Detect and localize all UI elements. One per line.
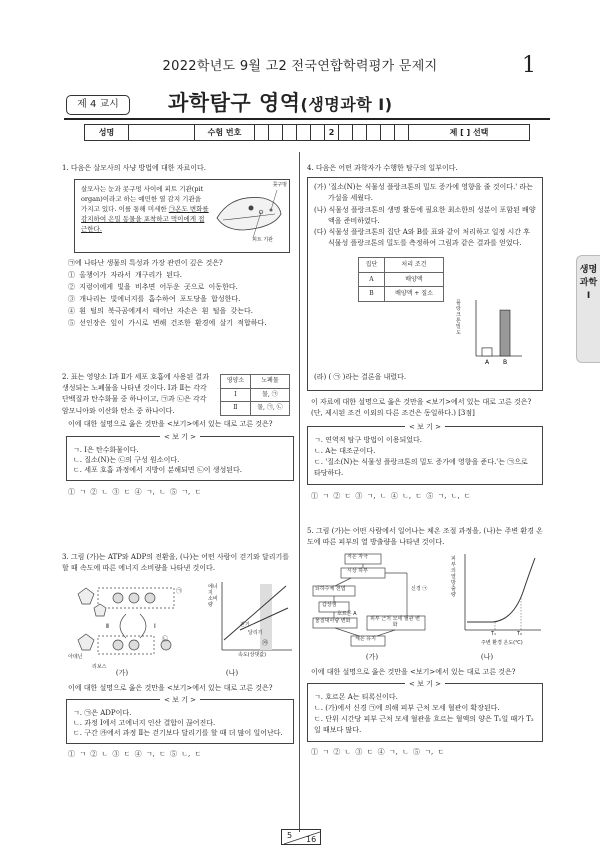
q5-tick-t1: T₁ bbox=[491, 631, 497, 638]
q3-caption-a: (가) bbox=[115, 669, 129, 678]
q2-table bbox=[220, 374, 290, 416]
q4-step: (다) 식물성 플랑크톤의 집단 A와 B를 표와 같이 처리하고 일정 시간 후 식물성 플랑크톤의 밀도를 측정하여 그림과 같은 결과를 얻었다. bbox=[314, 227, 530, 248]
q4-stem: 4. 다음은 어떤 과학자가 수행한 탐구의 일부이다. bbox=[307, 164, 458, 172]
flow-node: 뇌하수체 전엽 bbox=[315, 586, 346, 593]
q3-label-ribose: 리보스 bbox=[92, 664, 107, 671]
q5-tick-t2: T₂ bbox=[517, 631, 523, 638]
q5-bogi-box bbox=[307, 679, 543, 743]
subject-title bbox=[168, 88, 393, 118]
q1-fig-label-pit: 피트 기관 bbox=[252, 237, 273, 244]
q5-bogi-item: ㄱ. 호르몬 A는 티록신이다. bbox=[314, 692, 398, 701]
flow-node: 신경 ㉠ bbox=[411, 586, 428, 593]
q5-bogi-item: ㄷ. 단위 시간당 피부 근처 모세 혈관을 흐르는 혈액의 양은 T₁일 때가 T₂일 때보다 많다. bbox=[314, 715, 534, 735]
q4-step: (나) 식물성 플랑크톤의 생명 활동에 필요한 최소한의 성분이 포함된 배양액을 준비하였다. bbox=[314, 205, 536, 225]
q1-box-underlined: ㉠온도 변화를 감지하여 은밀 동물을 포착하고 먹이에게 접근한다. bbox=[81, 205, 209, 234]
q3-label-b: ㉡ bbox=[162, 636, 169, 644]
q5-choices[interactable]: ① ㄱ ② ㄴ ③ ㄷ ④ ㄱ, ㄴ ⑤ ㄱ, ㄷ bbox=[311, 748, 445, 757]
exam-title: 2022학년도 9월 고2 전국연합학력평가 문제지 bbox=[162, 59, 438, 74]
flow-node: 호르몬 A bbox=[337, 611, 357, 618]
q4-bogi-item: ㄷ. '질소(N)는 식물성 플랑크톤의 밀도 증가에 영향을 준다.'는 ㉠으로 타당하다. bbox=[314, 457, 528, 478]
q3-label-a: ㉠ bbox=[176, 588, 183, 596]
exam-digit-cell[interactable]: 2 bbox=[325, 125, 339, 140]
q5-stem: 5. 그림 (가)는 어떤 사람에서 일어나는 체온 조절 과정을, (나)는 주변 환경 온도에 따른 피부의 열 방출량을 나타낸 것이다. bbox=[307, 527, 543, 547]
q5-caption-b: (나) bbox=[480, 653, 494, 662]
q4-step-ra: (라) ( ㉠ )라는 결론을 내렸다. bbox=[314, 373, 407, 382]
subject-main: 과학탐구 영역 bbox=[168, 91, 301, 115]
q5-graph-ylabel: 피부의 열 방출량 bbox=[451, 556, 456, 599]
bar-a bbox=[482, 348, 492, 356]
q5-graph-xlabel: 주변 환경 온도(℃) bbox=[481, 640, 523, 647]
choice-label: 제 [ ] 선택 bbox=[449, 127, 489, 137]
q4-cell: B bbox=[359, 287, 385, 302]
period-label: 제 4 교시 bbox=[66, 95, 130, 115]
question-2 bbox=[62, 372, 294, 497]
exam-digit-cell[interactable] bbox=[283, 125, 297, 140]
q2-cell: 물, ㉠, ㉡ bbox=[250, 402, 289, 416]
svg-text:Ⅰ: Ⅰ bbox=[154, 623, 156, 631]
exam-digit-cell[interactable] bbox=[381, 125, 395, 140]
question-3 bbox=[62, 552, 294, 759]
q2-th: 노폐물 bbox=[250, 375, 289, 389]
q5-bogi-title: < 보 기 > bbox=[405, 680, 445, 688]
q3-bogi-item: ㄴ. 과정 Ⅰ에서 고에너지 인산 결합이 끊어진다. bbox=[73, 718, 216, 727]
q4-bogi-box bbox=[307, 422, 543, 486]
q4-experiment-box bbox=[307, 177, 543, 391]
footer-total: 16 bbox=[306, 835, 317, 844]
flow-node: 갑상샘 bbox=[322, 602, 337, 609]
q1-stem: 1. 다음은 살모사의 사냥 방법에 대한 자료이다. bbox=[62, 164, 206, 172]
flow-node: 저온 자극 bbox=[347, 554, 368, 561]
plankton-bar-chart bbox=[468, 296, 524, 366]
q3-bogi-item: ㄱ. ㉠은 ADP이다. bbox=[73, 708, 132, 717]
q3-line-run: 달리기 bbox=[248, 630, 263, 637]
exam-digit-cell[interactable] bbox=[353, 125, 367, 140]
q1-question: ㉠에 나타난 생물의 특성과 가장 관련이 깊은 것은? bbox=[68, 259, 223, 268]
column-divider bbox=[299, 152, 300, 832]
heat-release-graph bbox=[455, 552, 543, 640]
q4-table bbox=[358, 257, 444, 302]
question-4 bbox=[307, 163, 543, 501]
q2-bogi-item: ㄷ. 세포 호흡 과정에서 지방이 분해되면 ㉡이 생성된다. bbox=[73, 466, 243, 475]
q3-question: 이에 대한 설명으로 옳은 것만을 <보기>에서 있는 대로 고른 것은? bbox=[68, 683, 273, 692]
q1-info-box bbox=[74, 179, 290, 253]
page-footer bbox=[281, 829, 321, 845]
q4-th: 집단 bbox=[359, 258, 385, 273]
q1-choice-5[interactable]: ⑤ 선인장은 잎이 가시로 변해 건조한 환경에 살기 적합하다. bbox=[68, 318, 267, 327]
question-1 bbox=[62, 163, 294, 330]
q2-cell: Ⅰ bbox=[221, 388, 251, 402]
exam-digit-cell[interactable] bbox=[255, 125, 269, 140]
name-label: 성명 bbox=[85, 125, 129, 140]
q3-bogi-box bbox=[66, 695, 294, 744]
thermoregulation-flow-figure bbox=[311, 552, 439, 648]
bar-label-a: A bbox=[484, 359, 490, 367]
q3-graph-ylabel: 에너지 소비량 bbox=[208, 584, 218, 609]
q3-choices[interactable]: ① ㄱ ② ㄴ ③ ㄷ ④ ㄱ, ㄷ ⑤ ㄴ, ㄷ bbox=[68, 750, 202, 759]
q5-bogi-item: ㄴ. (가)에서 신경 ㉠에 의해 피부 근처 모세 혈관이 확장된다. bbox=[314, 703, 500, 712]
energy-speed-graph bbox=[210, 578, 294, 660]
q1-box-text: 살모사는 눈과 콧구멍 사이에 피트 기관(pit organ)이라고 하는 예민한 열 감지 기관을 가지고 있다. 이를 통해 미세한 bbox=[81, 185, 204, 214]
q2-question: 이에 대한 설명으로 옳은 것만을 <보기>에서 있는 대로 고른 것은? bbox=[68, 419, 273, 428]
q2-stem: 2. 표는 영양소 Ⅰ과 Ⅱ가 세포 호흡에 사용된 결과 생성되는 노폐물을 나타낸 것이다. Ⅰ과 Ⅱ는 각각 단백질과 탄수화물 중 하나이고, ㉠과 ㉡은 각각 암모니아와 이산화 탄소 중 하나이다. bbox=[62, 373, 209, 415]
footer-page: 5 bbox=[287, 831, 293, 840]
exam-digit-cell[interactable] bbox=[395, 125, 409, 140]
q1-fig-label-nostril: 콧구멍 bbox=[272, 182, 287, 189]
subject-side-tab: 생명 과학 Ⅰ bbox=[576, 255, 600, 363]
name-field[interactable] bbox=[129, 125, 195, 140]
heat-release-curve bbox=[467, 558, 535, 622]
flow-node: 체온 유지 bbox=[355, 636, 376, 643]
q4-cell: 배양액 bbox=[384, 272, 443, 287]
q3-label-adenine: 아데닌 bbox=[68, 654, 83, 661]
title-divider bbox=[64, 118, 550, 120]
q2-cell: Ⅱ bbox=[221, 402, 251, 416]
q4-chart-ylabel: 플랑크톤 밀도 bbox=[456, 300, 461, 337]
q4-bogi-item: ㄴ. A는 대조군이다. bbox=[314, 446, 376, 455]
q3-interval-marker: ㉮ bbox=[262, 640, 269, 648]
q3-graph-xlabel: 속도(상댓값) bbox=[238, 652, 267, 659]
q4-question: 이 자료에 대한 설명으로 옳은 것만을 <보기>에서 있는 대로 고른 것은? (단, 제시된 조건 이외의 다른 조건은 동일하다.) [3점] bbox=[311, 398, 532, 418]
q3-caption-b: (나) bbox=[225, 669, 239, 678]
q2-bogi-item: ㄴ. 질소(N)는 ㉡의 구성 원소이다. bbox=[73, 456, 180, 465]
exam-number-label: 수험 번호 bbox=[195, 125, 255, 140]
flow-node: 물질대사량 변화 bbox=[315, 618, 351, 625]
svg-text:Ⅱ: Ⅱ bbox=[106, 623, 109, 631]
q4-step: (가) '질소(N)는 식물성 플랑크톤의 밀도 증가에 영향을 줄 것이다.' 라는 가설을 세웠다. bbox=[314, 183, 533, 203]
exam-digit-cell[interactable] bbox=[297, 125, 311, 140]
q4-th: 처리 조건 bbox=[384, 258, 443, 273]
q5-question: 이에 대한 설명으로 옳은 것만을 <보기>에서 있는 대로 고른 것은? bbox=[311, 667, 516, 676]
exam-digit-cell[interactable] bbox=[311, 125, 325, 140]
q4-choices[interactable]: ① ㄱ ② ㄷ ③ ㄱ, ㄴ ④ ㄴ, ㄷ ⑤ ㄱ, ㄴ, ㄷ bbox=[311, 492, 471, 501]
q5-caption-a: (가) bbox=[365, 653, 379, 662]
exam-digit-cell[interactable] bbox=[339, 125, 353, 140]
q4-bogi-title: < 보 기 > bbox=[405, 423, 445, 431]
subject-sub: (생명과학 Ⅰ) bbox=[300, 95, 393, 114]
flow-node: 피부 근처 모세 혈관 변화 bbox=[370, 616, 420, 629]
q1-choice-3[interactable]: ③ 개나리는 빛에너지를 흡수하여 포도당을 합성한다. bbox=[68, 295, 241, 304]
snake-head-figure bbox=[213, 184, 285, 244]
page-number: 1 bbox=[522, 53, 536, 78]
q2-cell: 물, ㉠ bbox=[250, 388, 289, 402]
q1-choice-1[interactable]: ① 올챙이가 자라서 개구리가 된다. bbox=[68, 271, 183, 280]
q2-choices[interactable]: ① ㄱ ② ㄴ ③ ㄷ ④ ㄱ, ㄴ ⑤ ㄱ, ㄷ bbox=[68, 488, 202, 497]
bar-b bbox=[500, 310, 510, 356]
q1-choice-4[interactable]: ④ 흰 털의 북극곰에게서 태어난 자손은 흰 털을 갖는다. bbox=[68, 306, 254, 315]
q3-bogi-item: ㄷ. 구간 ㉮에서 과정 Ⅱ는 걷기보다 달리기를 할 때 더 많이 일어난다. bbox=[73, 728, 283, 737]
q1-choice-2[interactable]: ② 지렁이에게 빛을 비추면 어두운 곳으로 이동한다. bbox=[68, 283, 238, 292]
q4-bogi-item: ㄱ. 연역적 탐구 방법이 이용되었다. bbox=[314, 435, 423, 444]
q2-th: 영양소 bbox=[221, 375, 251, 389]
q4-cell: 배양액 + 질소 bbox=[384, 287, 443, 302]
exam-digit-cell[interactable] bbox=[367, 125, 381, 140]
q3-stem: 3. 그림 (가)는 ATP와 ADP의 전환을, (나)는 어떤 사람이 걷기와 달리기를 할 때 속도에 따른 에너지 소비량을 나타낸 것이다. bbox=[62, 553, 290, 573]
q2-bogi-title: < 보 기 > bbox=[160, 433, 200, 441]
exam-digit-cell[interactable] bbox=[269, 125, 283, 140]
q3-line-walk: 걷기 bbox=[240, 622, 250, 629]
q2-bogi-item: ㄱ. Ⅰ은 탄수화물이다. bbox=[73, 445, 139, 454]
question-5 bbox=[307, 526, 543, 758]
info-row bbox=[84, 124, 530, 141]
q2-bogi-box bbox=[66, 432, 294, 481]
bar-label-b: B bbox=[502, 359, 508, 367]
q3-bogi-title: < 보 기 > bbox=[160, 696, 200, 704]
q4-cell: A bbox=[359, 272, 385, 287]
flow-node: 시상 하부 bbox=[347, 568, 368, 575]
